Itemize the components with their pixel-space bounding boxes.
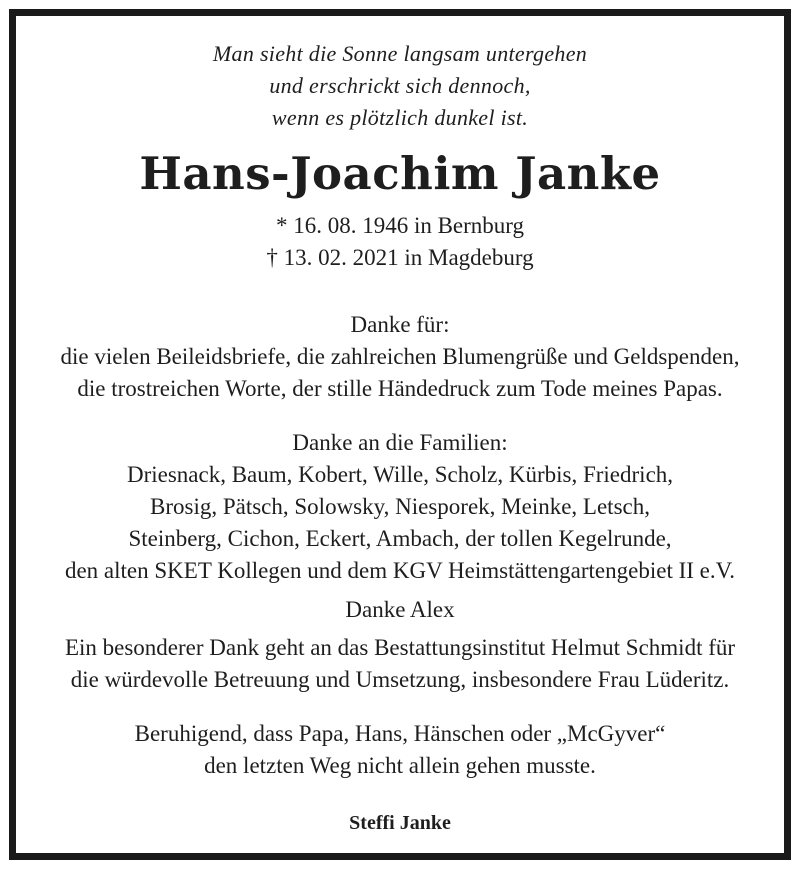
motto-line-3: wenn es plötzlich dunkel ist. (271, 105, 529, 130)
signature: Steffi Janke (349, 812, 451, 834)
thanks-alex: Danke Alex (345, 597, 455, 622)
closing-line-1: Beruhigend, dass Papa, Hans, Hänschen oder „McGyver“ (134, 721, 666, 746)
motto-line-2: und erschrickt sich dennoch, (269, 73, 531, 98)
special-thanks-line-1: Ein besonderer Dank geht an das Bestattungsinstitut Helmut Schmidt für (64, 635, 736, 660)
families-heading: Danke an die Familien: (292, 430, 508, 455)
families-line-4: den alten SKET Kollegen und dem KGV Heimstättengartengebiet II e.V. (64, 558, 736, 583)
special-thanks-line-2: die würdevolle Betreuung und Umsetzung, insbesondere Frau Lüderitz. (70, 667, 730, 692)
families-line-3: Steinberg, Cichon, Eckert, Ambach, der tollen Kegelrunde, (128, 526, 672, 551)
thanks-line-1: die vielen Beileidsbriefe, die zahlreichen Blumengrüße und Geldspenden, (60, 344, 740, 369)
obituary-frame (9, 9, 791, 860)
birth-date: * 16. 08. 1946 in Bernburg (275, 213, 525, 238)
families-line-1: Driesnack, Baum, Kobert, Wille, Scholz, Kürbis, Friedrich, (126, 462, 674, 487)
closing-line-2: den letzten Weg nicht allein gehen musste. (204, 753, 596, 778)
thanks-heading: Danke für: (350, 312, 450, 337)
thanks-line-2: die trostreichen Worte, der stille Händedruck zum Tode meines Papas. (77, 376, 723, 401)
motto-line-1: Man sieht die Sonne langsam untergehen (212, 41, 588, 66)
families-line-2: Brosig, Pätsch, Solowsky, Niesporek, Meinke, Letsch, (150, 494, 650, 519)
death-date: † 13. 02. 2021 in Magdeburg (266, 245, 534, 270)
deceased-name: Hans-Joachim Janke (139, 147, 661, 200)
